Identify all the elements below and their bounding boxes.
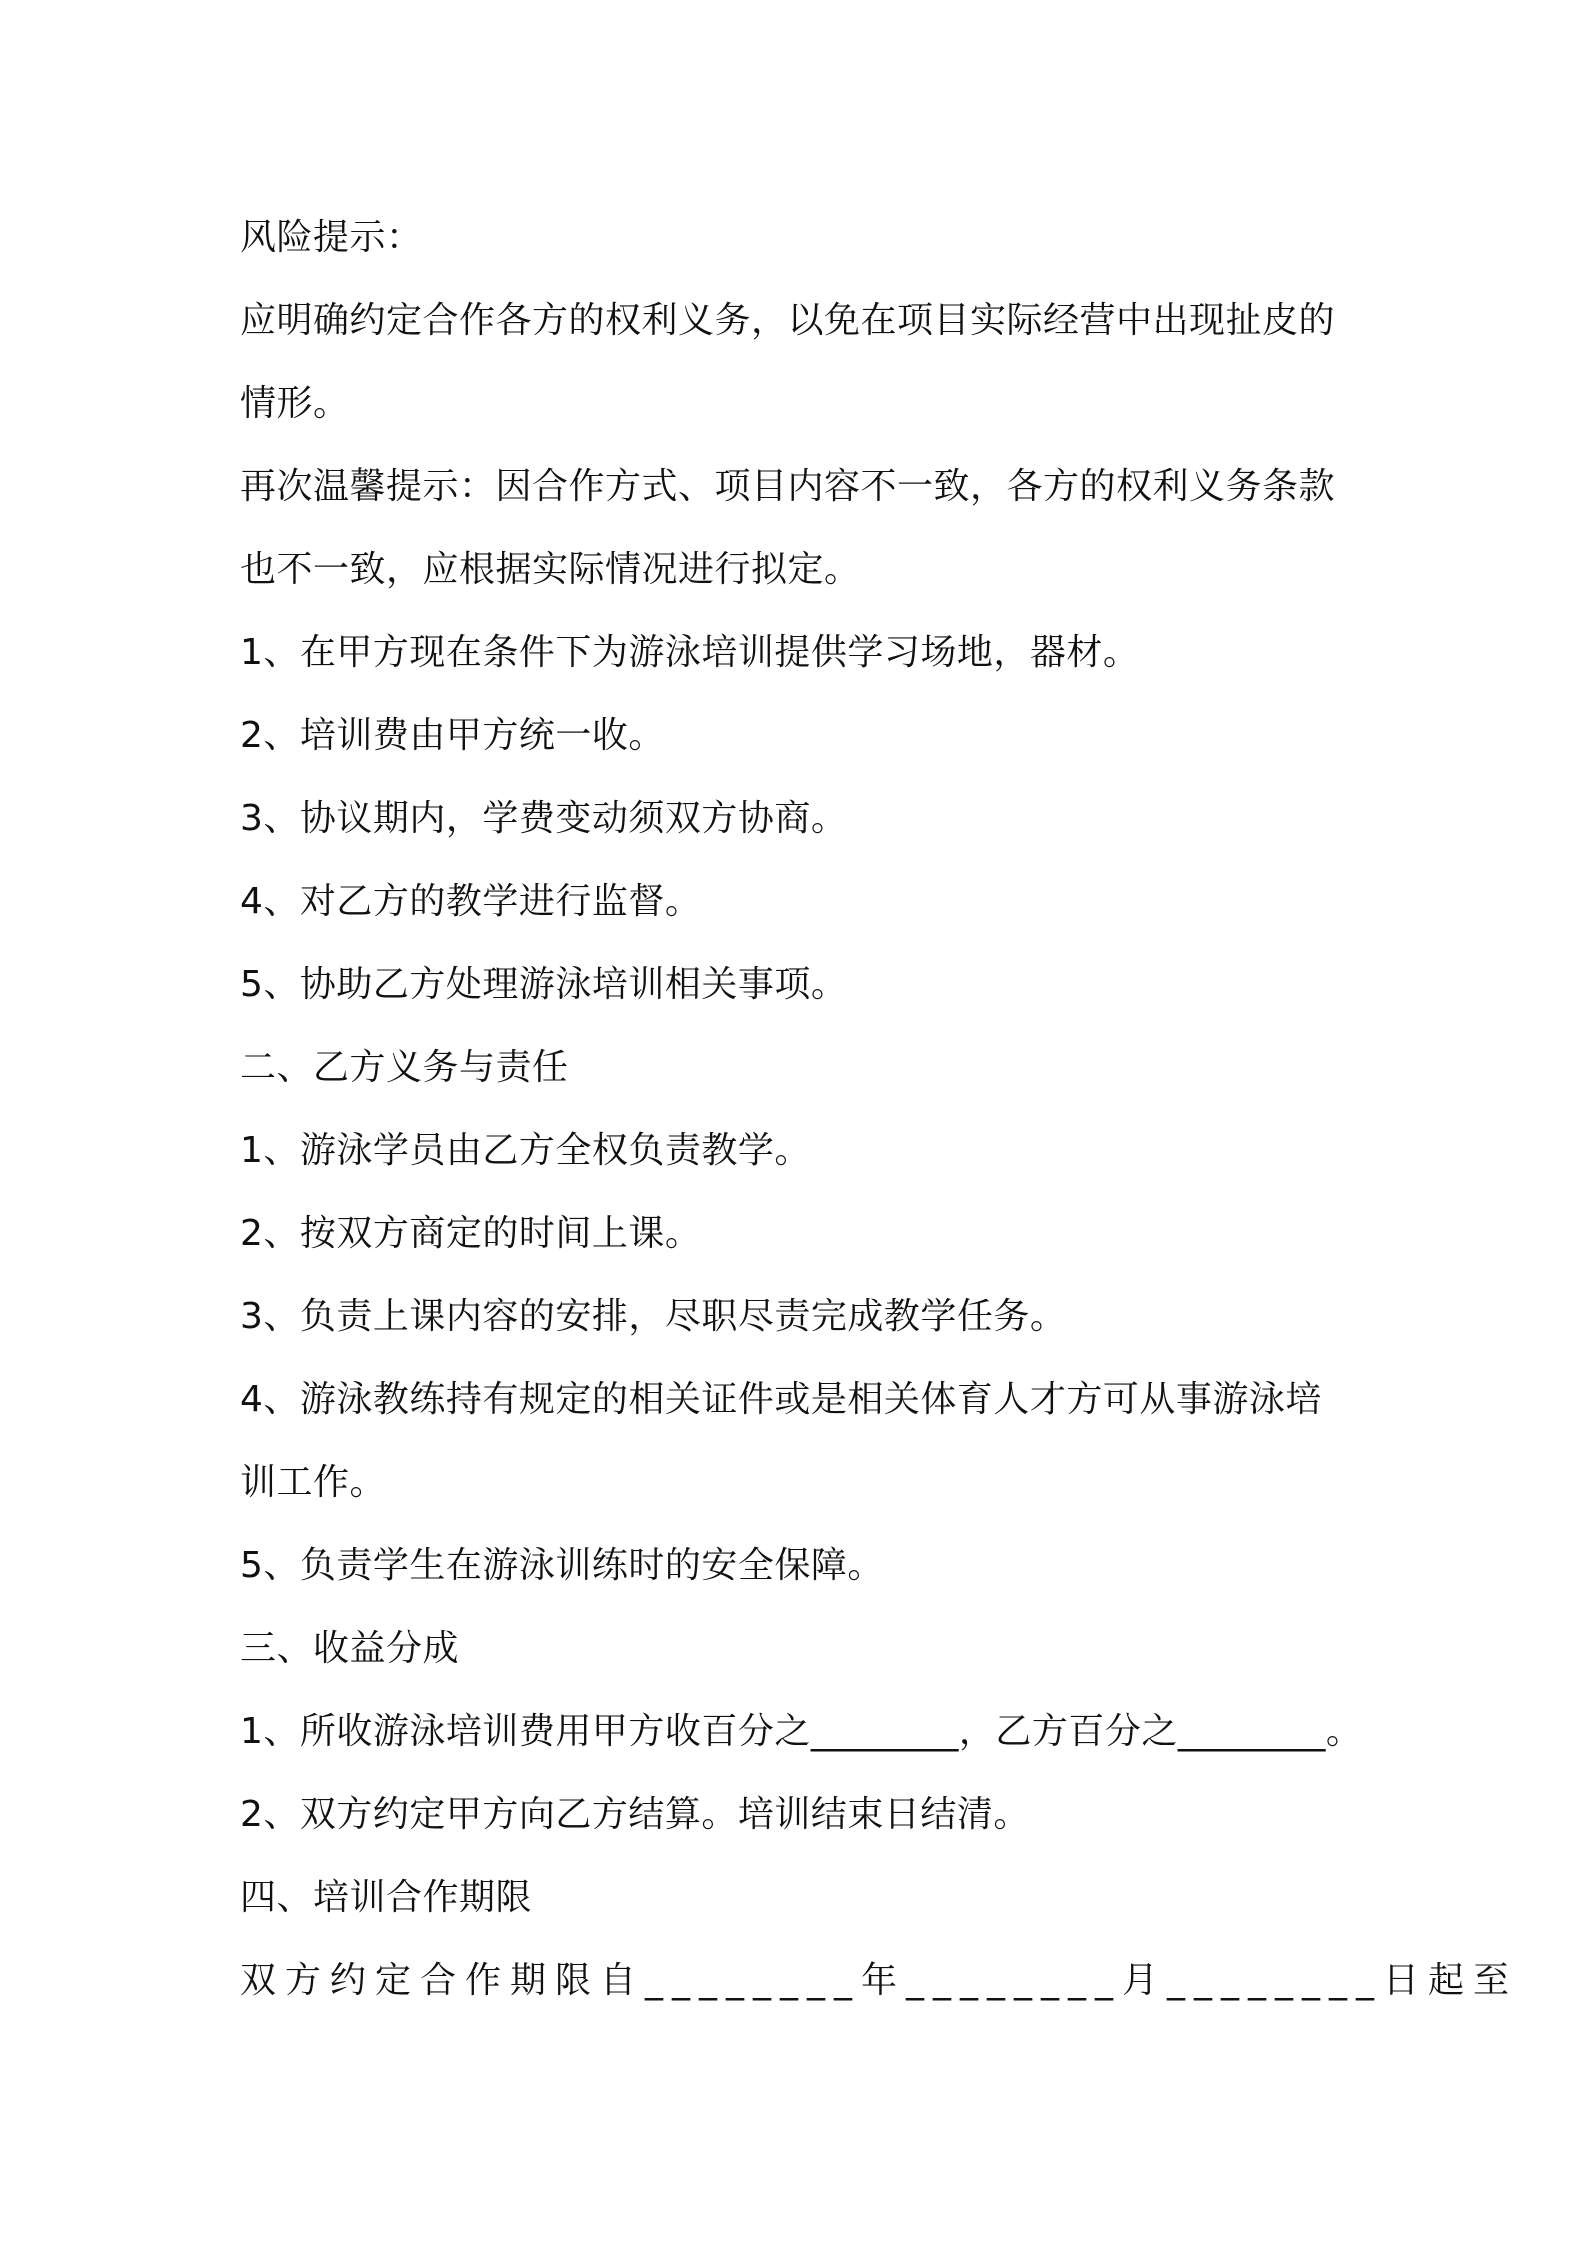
party-a-clause-5: 5、协助乙方处理游泳培训相关事项。 bbox=[240, 964, 848, 1005]
party-a-clause-3: 3、协议期内，学费变动须双方协商。 bbox=[240, 798, 848, 839]
party-a-clause-1: 1、在甲方现在条件下为游泳培训提供学习场地，器材。 bbox=[240, 632, 1140, 673]
section-heading-party-b: 二、乙方义务与责任 bbox=[240, 1047, 569, 1088]
party-a-clause-2: 2、培训费由甲方统一收。 bbox=[240, 715, 665, 756]
party-a-clause-4: 4、对乙方的教学进行监督。 bbox=[240, 881, 702, 922]
risk-tip-heading: 风险提示： bbox=[240, 217, 423, 258]
revenue-clause-1: 1、所收游泳培训费用甲方收百分之________，乙方百分之________。 bbox=[240, 1711, 1363, 1752]
party-b-clause-2: 2、按双方商定的时间上课。 bbox=[240, 1213, 702, 1254]
party-b-clause-1: 1、游泳学员由乙方全权负责教学。 bbox=[240, 1130, 811, 1171]
section-heading-cooperation-term: 四、培训合作期限 bbox=[240, 1877, 533, 1918]
party-b-clause-4-line-2: 训工作。 bbox=[240, 1462, 387, 1503]
revenue-clause-2: 2、双方约定甲方向乙方结算。培训结束日结清。 bbox=[240, 1794, 1030, 1835]
cooperation-term-text: 双方约定合作期限自________年________月________日起至 bbox=[240, 1960, 1519, 2001]
party-b-clause-3: 3、负责上课内容的安排，尽职尽责完成教学任务。 bbox=[240, 1296, 1067, 1337]
party-b-clause-4-line-1: 4、游泳教练持有规定的相关证件或是相关体育人才方可从事游泳培 bbox=[240, 1379, 1322, 1420]
document-body bbox=[240, 196, 1519, 2022]
risk-tip-text-line-2: 情形。 bbox=[240, 383, 350, 424]
section-heading-revenue-share: 三、收益分成 bbox=[240, 1628, 460, 1669]
reminder-text-line-1: 再次温馨提示：因合作方式、项目内容不一致，各方的权利义务条款 bbox=[240, 466, 1336, 507]
reminder-text-line-2: 也不一致，应根据实际情况进行拟定。 bbox=[240, 549, 861, 590]
party-b-clause-5: 5、负责学生在游泳训练时的安全保障。 bbox=[240, 1545, 884, 1586]
risk-tip-text-line-1: 应明确约定合作各方的权利义务，以免在项目实际经营中出现扯皮的 bbox=[240, 300, 1336, 341]
